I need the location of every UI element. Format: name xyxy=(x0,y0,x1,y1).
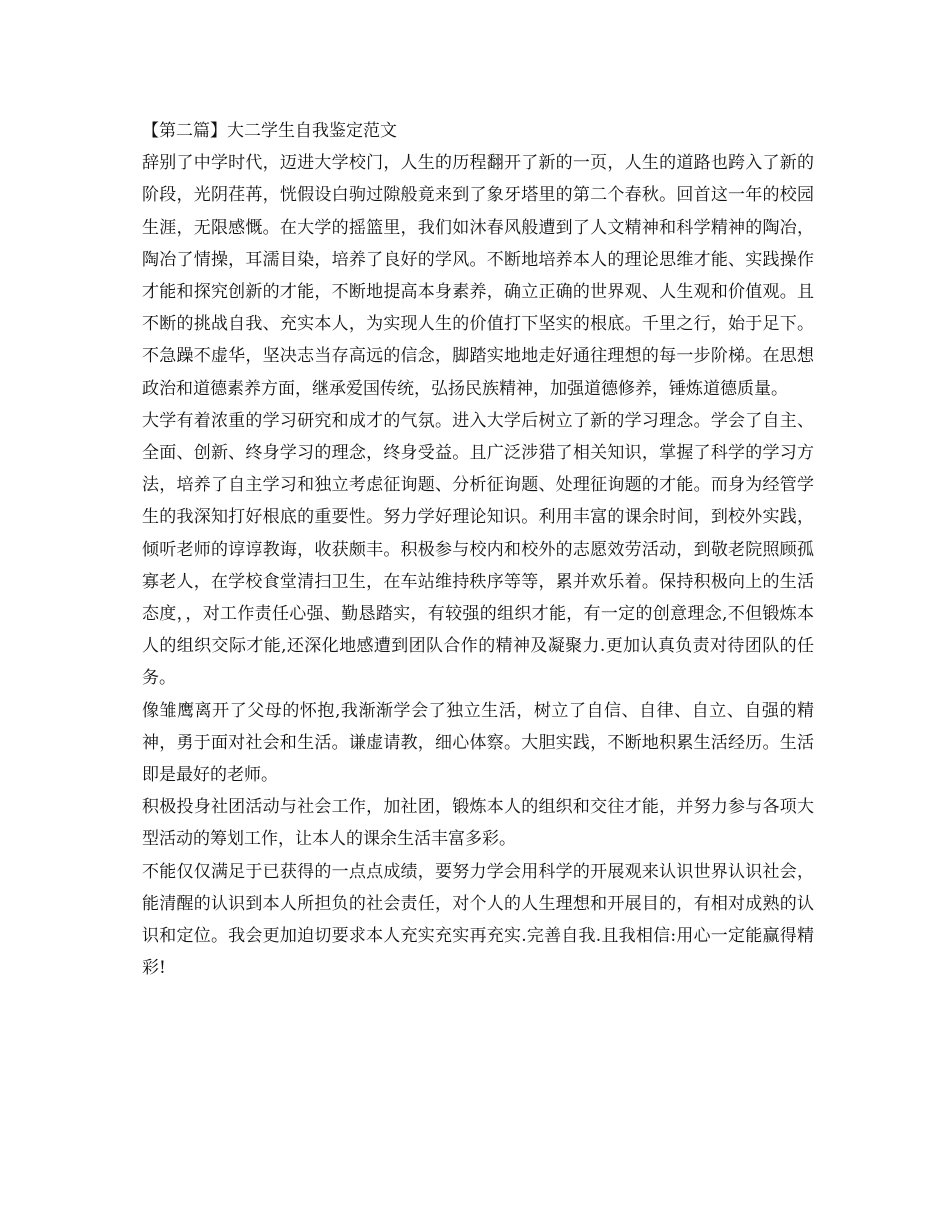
paragraph-5: 不能仅仅满足于已获得的一点点成绩，要努力学会用科学的开展观来认识世界认识社会，能清醒的认识到本人所担负的社会责任，对个人的人生理想和开展目的，有相对成熟的认识和定位。我会更加迫切要求本人充实充实再充实.完善自我.且我相信:用心一定能赢得精彩! xyxy=(142,861,814,979)
paragraph-3: 像雏鹰离开了父母的怀抱,我渐渐学会了独立生活，树立了自信、自律、自立、自强的精神，勇于面对社会和生活。谦虚请教，细心体察。大胆实践，不断地积累生活经历。生活即是最好的老师。 xyxy=(142,700,814,786)
paragraph-1: 辞别了中学时代，迈进大学校门，人生的历程翻开了新的一页，人生的道路也跨入了新的阶段，光阴荏苒，恍假设白驹过隙般竟来到了象牙塔里的第二个春秋。回首这一年的校园生涯，无限感慨。在大学的摇篮里，我们如沐春风般遭到了人文精神和科学精神的陶冶，陶冶了情操，耳濡目染，培养了良好的学风。不断地培养本人的理论思维才能、实践操作才能和探究创新的才能，不断地提高本身素养，确立正确的世界观、人生观和价值观。且不断的挑战自我、充实本人，为实现人生的价值打下坚实的根底。千里之行，始于足下。不急躁不虚华，坚决志当存高远的信念，脚踏实地地走好通往理想的每一步阶梯。在思想政治和道德素养方面，继承爱国传统，弘扬民族精神，加强道德修养，锤炼道德质量。 xyxy=(142,153,814,399)
paragraph-4: 积极投身社团活动与社会工作，加社团，锻炼本人的组织和交往才能，并努力参与各项大型活动的筹划工作，让本人的课余生活丰富多彩。 xyxy=(142,797,814,850)
document-title: 【第二篇】大二学生自我鉴定范文 xyxy=(142,121,397,141)
paragraph-2: 大学有着浓重的学习研究和成才的气氛。进入大学后树立了新的学习理念。学会了自主、全面、创新、终身学习的理念，终身受益。且广泛涉猎了相关知识，掌握了科学的学习方法，培养了自主学习和独立考虑征询题、分析征询题、处理征询题的才能。而身为经管学生的我深知打好根底的重要性。努力学好理论知识。利用丰富的课余时间，到校外实践，倾听老师的谆谆教诲，收获颇丰。积极参与校内和校外的志愿效劳活动，到敬老院照顾孤寡老人，在学校食堂清扫卫生，在车站维持秩序等等，累并欢乐着。保持积极向上的生活态度，，对工作责任心强、勤恳踏实，有较强的组织才能，有一定的创意理念,不但锻炼本人的组织交际才能,还深化地感遭到团队合作的精神及凝聚力.更加认真负责对待团队的任务。 xyxy=(142,410,814,689)
document-page xyxy=(142,115,814,984)
